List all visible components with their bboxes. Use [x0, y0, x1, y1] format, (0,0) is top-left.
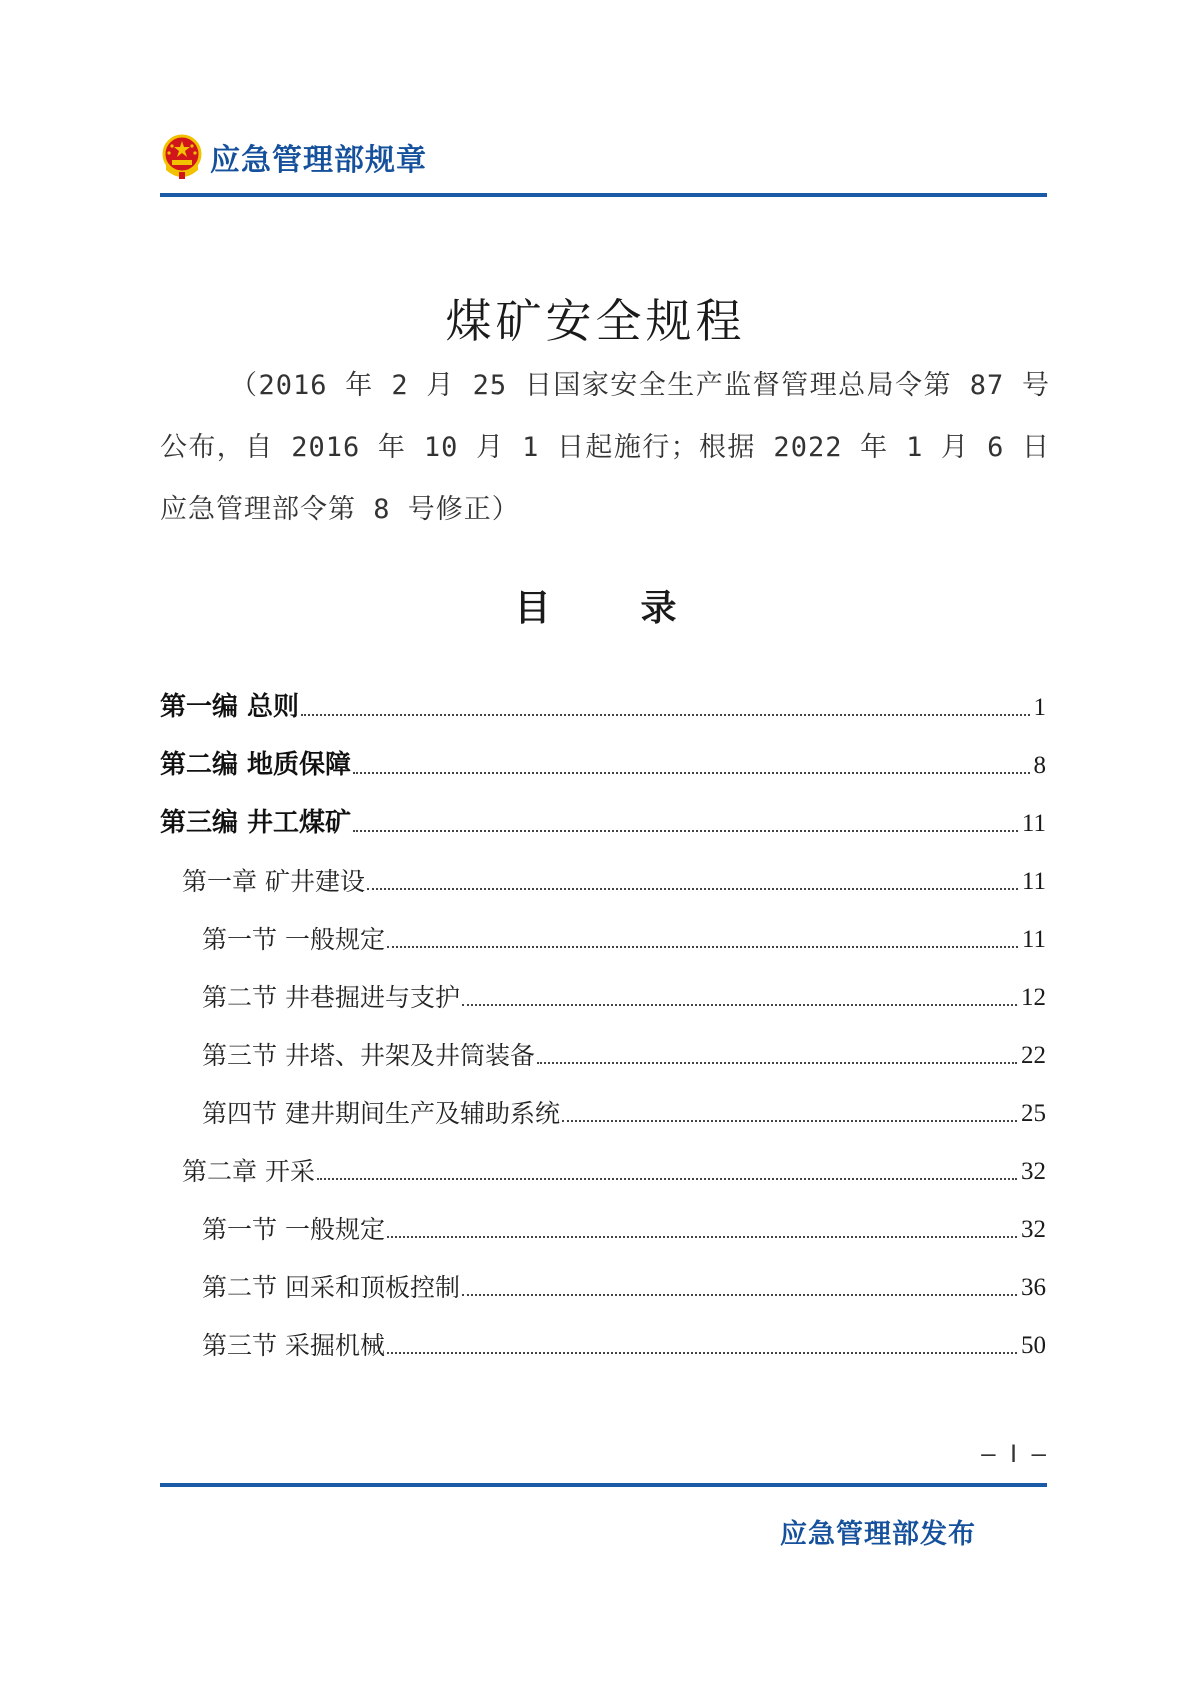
- toc-entry-label: 第二章 开采: [182, 1157, 315, 1186]
- toc-entry[interactable]: [160, 1028, 1046, 1068]
- toc-entry-label: 第二编 地质保障: [160, 750, 352, 780]
- toc-entry-page: 8: [1033, 752, 1046, 779]
- toc-entry-label: 第一章 矿井建设: [182, 867, 365, 896]
- toc-heading: 目录: [514, 588, 767, 629]
- page-header: [160, 131, 427, 183]
- toc-entry-label: 第一节 一般规定: [202, 1215, 385, 1244]
- toc-entry-page: 25: [1021, 1100, 1046, 1127]
- toc-entry[interactable]: [160, 796, 1046, 836]
- toc-entry[interactable]: [160, 1144, 1046, 1184]
- document-title: 煤矿安全规程: [445, 294, 746, 348]
- toc-entry-page: 11: [1021, 868, 1046, 895]
- toc-entry-label: 第三节 井塔、井架及井筒装备: [202, 1041, 535, 1070]
- toc-entry-label: 第二节 回采和顶板控制: [202, 1273, 460, 1302]
- toc-entry-page: 12: [1021, 984, 1046, 1011]
- toc-leader: [537, 1062, 1017, 1064]
- toc-entry[interactable]: [160, 680, 1046, 720]
- national-emblem-icon: [160, 134, 204, 180]
- toc-entry[interactable]: [160, 970, 1046, 1010]
- toc-entry-page: 11: [1021, 810, 1046, 837]
- toc-leader: [301, 714, 1029, 716]
- toc-leader: [387, 1352, 1017, 1354]
- toc-entry-page: 36: [1021, 1274, 1046, 1301]
- toc-entry[interactable]: [160, 1260, 1046, 1300]
- toc-entry-page: 11: [1021, 926, 1046, 953]
- page-number: – Ⅰ –: [981, 1440, 1046, 1468]
- toc-entry[interactable]: [160, 738, 1046, 778]
- toc-entry-label: 第三编 井工煤矿: [160, 808, 352, 838]
- toc-leader: [562, 1120, 1017, 1122]
- toc-leader: [353, 772, 1029, 774]
- toc-leader: [367, 888, 1018, 890]
- toc-entry-label: 第四节 建井期间生产及辅助系统: [202, 1099, 560, 1128]
- toc-entry-label: 第三节 采掘机械: [202, 1331, 385, 1360]
- toc-entry[interactable]: [160, 854, 1046, 894]
- toc-leader: [353, 830, 1018, 832]
- header-title: 应急管理部规章: [210, 143, 427, 178]
- toc-leader: [462, 1004, 1017, 1006]
- footer-divider: [160, 1483, 1047, 1487]
- toc-leader: [317, 1178, 1017, 1180]
- toc-entry-page: 22: [1021, 1042, 1046, 1069]
- toc-entry-page: 32: [1021, 1158, 1046, 1185]
- toc-entry[interactable]: [160, 1318, 1046, 1358]
- toc-leader: [462, 1294, 1017, 1296]
- header-divider: [160, 193, 1047, 197]
- toc-entry-page: 1: [1033, 694, 1046, 721]
- toc-entry-label: 第二节 井巷掘进与支护: [202, 983, 460, 1012]
- toc-entry[interactable]: [160, 1202, 1046, 1242]
- toc-leader: [387, 946, 1018, 948]
- toc-entry[interactable]: [160, 1086, 1046, 1126]
- footer-publisher: 应急管理部发布: [780, 1519, 976, 1550]
- toc-leader: [387, 1236, 1017, 1238]
- document-subtitle: （2016 年 2 月 25 日国家安全生产监督管理总局令第 87 号公布，自 2016 年 10 月 1 日起施行；根据 2022 年 1 月 6 日应急管理部令第 8 号修正）: [160, 370, 1050, 525]
- toc-entry-page: 50: [1021, 1332, 1046, 1359]
- toc-entry-label: 第一编 总则: [160, 692, 300, 722]
- toc-entry-page: 32: [1021, 1216, 1046, 1243]
- toc-entry[interactable]: [160, 912, 1046, 952]
- toc-entry-label: 第一节 一般规定: [202, 925, 385, 954]
